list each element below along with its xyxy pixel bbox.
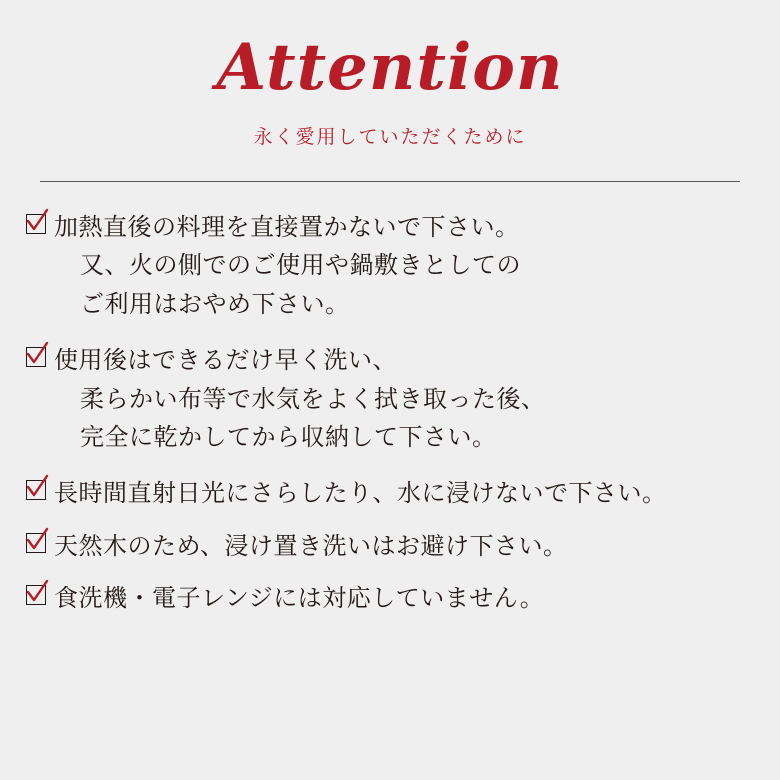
check-mark-icon — [26, 480, 48, 502]
note-line: 柔らかい布等で水気をよく拭き取った後、 — [80, 384, 546, 413]
list-item — [26, 474, 780, 512]
check-mark-icon — [26, 347, 48, 369]
check-mark-icon — [26, 533, 48, 555]
horizontal-divider — [40, 181, 740, 182]
list-item-text — [54, 474, 667, 512]
list-item-text — [54, 208, 521, 323]
check-mark-icon — [26, 585, 48, 607]
page-title: Attention — [216, 30, 564, 105]
note-line: 長時間直射日光にさらしたり、水に浸けないで下さい。 — [54, 479, 667, 508]
list-item-text — [54, 527, 568, 565]
list-item — [26, 527, 780, 565]
note-line: 完全に乾かしてから収納して下さい。 — [80, 422, 497, 451]
page-subtitle: 永く愛用していただくために — [253, 126, 527, 148]
check-mark-icon — [26, 214, 48, 236]
list-item-text — [54, 341, 546, 456]
note-line: ご利用はおやめ下さい。 — [80, 289, 350, 318]
list-item — [26, 208, 780, 323]
note-line: 食洗機・電子レンジには対応していません。 — [54, 584, 545, 613]
note-line: 又、火の側でのご使用や鍋敷きとしての — [80, 251, 521, 280]
care-instructions-list — [0, 208, 780, 618]
list-item — [26, 579, 780, 617]
note-line: 加熱直後の料理を直接置かないで下さい。 — [54, 213, 520, 241]
list-item-text — [54, 579, 544, 617]
note-line: 使用後はできるだけ早く洗い、 — [54, 346, 397, 375]
note-line: 天然木のため、浸け置き洗いはお避け下さい。 — [54, 531, 568, 560]
list-item — [26, 341, 780, 456]
